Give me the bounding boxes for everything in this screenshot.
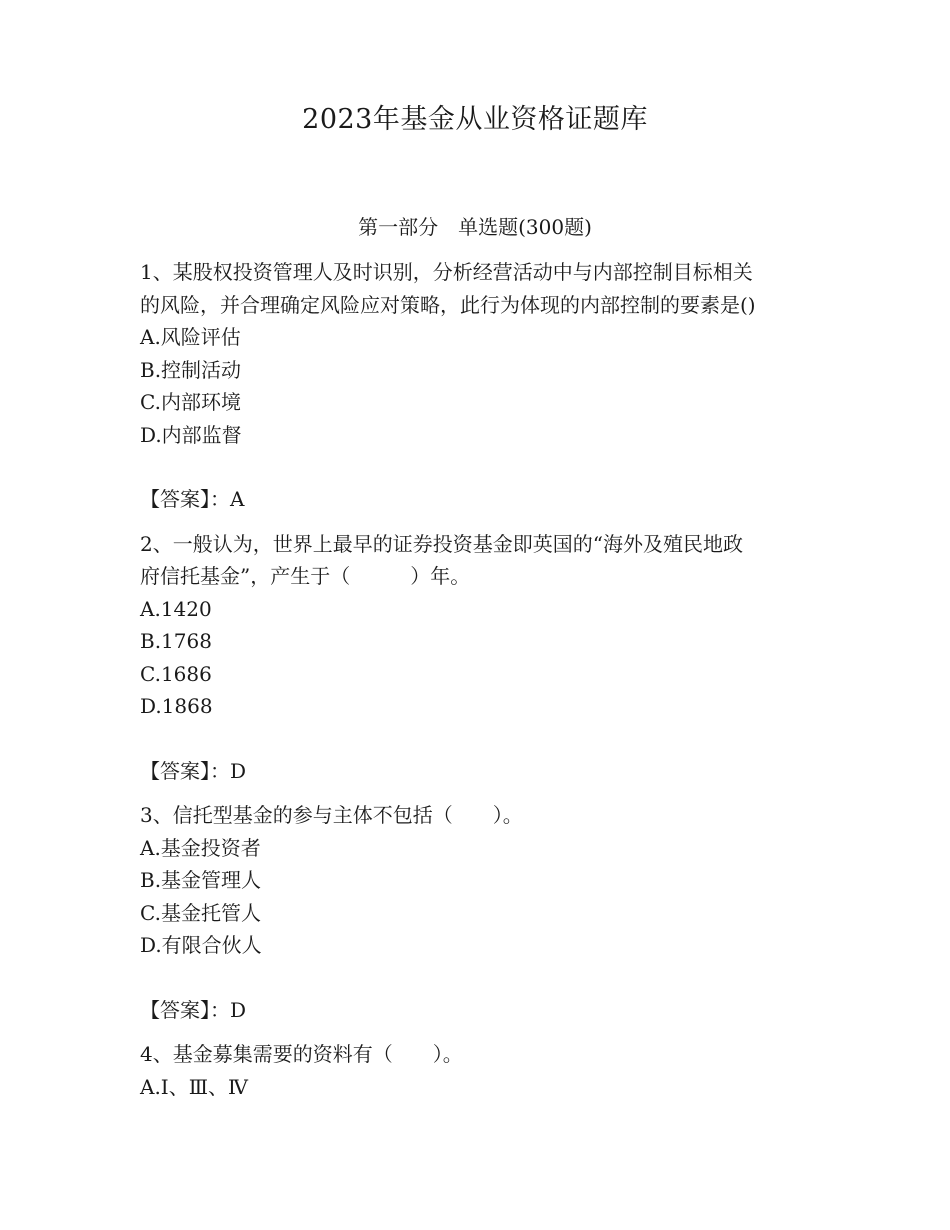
option-a: A.1420 bbox=[140, 596, 212, 621]
option-a: A.Ⅰ、Ⅲ、Ⅳ bbox=[140, 1074, 248, 1099]
answer-line bbox=[140, 483, 830, 516]
option-a: A.基金投资者 bbox=[140, 835, 261, 860]
answer-value: D bbox=[230, 758, 247, 783]
option-d: D.有限合伙人 bbox=[140, 933, 262, 957]
option-d: D.内部监督 bbox=[140, 422, 242, 447]
answer-label: 【答案】： bbox=[140, 758, 230, 783]
option-d: D.1868 bbox=[140, 694, 213, 718]
question-3 bbox=[140, 799, 830, 1026]
question-list bbox=[140, 256, 830, 1103]
question-1 bbox=[140, 256, 830, 516]
answer-value: A bbox=[230, 487, 245, 511]
question-2 bbox=[140, 528, 830, 788]
question-4 bbox=[140, 1038, 830, 1103]
answer-label: 【答案】： bbox=[140, 997, 230, 1022]
option-a: A.风险评估 bbox=[140, 325, 241, 349]
answer-value: D bbox=[230, 997, 247, 1022]
answer-line bbox=[140, 755, 830, 788]
option-b: B.基金管理人 bbox=[140, 868, 262, 892]
option-c: C.内部环境 bbox=[140, 390, 241, 414]
answer-line bbox=[140, 994, 830, 1027]
answer-label: 【答案】： bbox=[140, 487, 230, 511]
section-heading: 第一部分 单选题(300题) bbox=[358, 215, 592, 239]
question-stem: 1、某股权投资管理人及时识别，分析经营活动中与内部控制目标相关 bbox=[140, 260, 753, 284]
question-stem: 4、基金募集需要的资料有（ ）。 bbox=[140, 1042, 463, 1066]
document-title: 2023年基金从业资格证题库 bbox=[302, 104, 648, 135]
question-stem-continued: 府信托基金”，产生于（ ）年。 bbox=[140, 564, 471, 588]
option-b: B.1768 bbox=[140, 629, 212, 653]
option-c: C.1686 bbox=[140, 661, 212, 686]
question-stem: 3、信托型基金的参与主体不包括（ ）。 bbox=[140, 803, 523, 827]
question-stem: 2、一般认为，世界上最早的证券投资基金即英国的“海外及殖民地政 bbox=[140, 531, 743, 556]
question-stem-continued: 的风险，并合理确定风险应对策略，此行为体现的内部控制的要素是() bbox=[140, 292, 756, 317]
option-c: C.基金托管人 bbox=[140, 900, 261, 925]
option-b: B.控制活动 bbox=[140, 357, 242, 382]
